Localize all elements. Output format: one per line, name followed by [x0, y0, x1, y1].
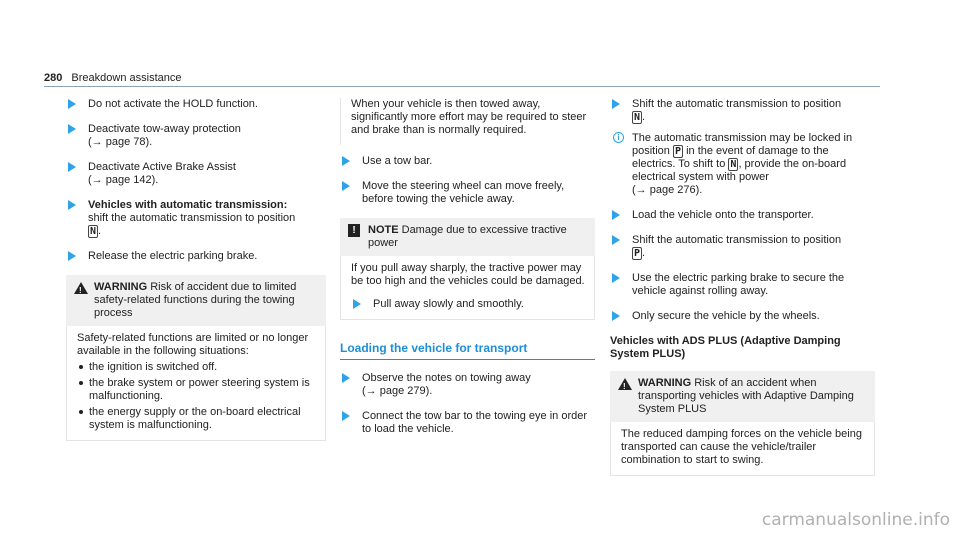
page-reference-link[interactable]: (→ page 142). — [88, 174, 159, 186]
warning-body: Safety-related functions are limited or no longer available in the following situations: the ignition is switched off. the brake system or power steering system is malfunctioning. the energy supply or the on-board electrical system is malfunctioning. — [66, 326, 326, 441]
list-item: the brake system or power steering system is malfunctioning. — [77, 377, 317, 403]
step-item: Do not activate the HOLD function. — [66, 98, 326, 111]
watermark: carmanualsonline.info — [761, 510, 950, 530]
column-1 — [66, 98, 326, 451]
step-item: Deactivate Active Brake Assist (→ page 142). — [66, 161, 326, 187]
step-item: Move the steering wheel can move freely, before towing the vehicle away. — [340, 180, 595, 206]
info-icon: i — [613, 132, 624, 143]
column-2 — [340, 98, 595, 448]
note-body: If you pull away sharply, the tractive power may be too high and the vehicles could be damaged. Pull away slowly and smoothly. — [340, 256, 595, 320]
page-header — [44, 72, 181, 85]
step-item: Release the electric parking brake. — [66, 250, 326, 263]
gear-n-icon: N — [90, 226, 97, 237]
arrow-right-icon — [612, 235, 620, 245]
arrow-right-icon — [612, 210, 620, 220]
header-divider — [44, 86, 880, 87]
step-item: Use a tow bar. — [340, 155, 595, 168]
arrow-right-icon — [612, 311, 620, 321]
arrow-right-icon — [612, 273, 620, 283]
gear-n-icon: N — [730, 159, 737, 170]
step-item: Observe the notes on towing away (→ page 279). — [340, 372, 595, 398]
warning-header: ! WARNING Risk of an accident when transporting vehicles with Adaptive Damping System PLUS — [610, 371, 875, 422]
arrow-right-icon — [342, 181, 350, 191]
page-number: 280 — [44, 72, 63, 84]
list-item: the ignition is switched off. — [77, 361, 317, 374]
page-reference-link[interactable]: (→ page 78). — [88, 136, 153, 148]
arrow-right-icon — [68, 251, 76, 261]
arrow-right-icon — [68, 200, 76, 210]
column-3 — [610, 98, 875, 486]
warning-triangle-icon: ! — [74, 282, 88, 294]
step-item: Use the electric parking brake to secure the vehicle against rolling away. — [610, 272, 875, 298]
step-item: Pull away slowly and smoothly. — [351, 298, 586, 311]
step-item: Connect the tow bar to the towing eye in order to load the vehicle. — [340, 410, 595, 436]
note-header: ! NOTE Damage due to excessive tractive power — [340, 218, 595, 256]
exclamation-icon: ! — [348, 224, 360, 237]
info-note: i The automatic transmission may be locked in position P in the event of damage to the electrics. To shift to N , provide the on-board electrical system with power (→ page 276). — [610, 132, 875, 197]
gear-p-icon: P — [674, 146, 682, 157]
step-item: Only secure the vehicle by the wheels. — [610, 310, 875, 323]
bullet-icon — [79, 381, 83, 385]
arrow-right-icon — [342, 411, 350, 421]
bullet-icon — [79, 410, 83, 414]
page-reference-link[interactable]: (→ page 279). — [362, 385, 433, 397]
page-title: Breakdown assistance — [71, 72, 182, 84]
step-item: Shift the automatic transmission to position N . — [610, 98, 875, 124]
step-item: Load the vehicle onto the transporter. — [610, 209, 875, 222]
step-item: Shift the automatic transmission to position P . — [610, 234, 875, 260]
bullet-icon — [79, 365, 83, 369]
step-item: Deactivate tow-away protection (→ page 78). — [66, 123, 326, 149]
warning-header: ! WARNING Risk of accident due to limited safety-related functions during the towing process — [66, 275, 326, 326]
list-item: the energy supply or the on-board electrical system is malfunctioning. — [77, 406, 317, 432]
arrow-right-icon — [68, 162, 76, 172]
arrow-right-icon — [68, 99, 76, 109]
section-title: Loading the vehicle for transport — [340, 342, 595, 360]
arrow-right-icon — [353, 299, 361, 309]
gear-p-icon: P — [634, 248, 641, 259]
page-reference-link[interactable]: (→ page 276). — [632, 184, 703, 196]
warning-body: The reduced damping forces on the vehicle being transported can cause the vehicle/trailer combination to start to swing. — [610, 422, 875, 476]
warning-triangle-icon: ! — [618, 378, 632, 390]
arrow-right-icon — [342, 156, 350, 166]
arrow-right-icon — [342, 373, 350, 383]
step-item: Vehicles with automatic transmission: shift the automatic transmission to position N . — [66, 199, 326, 238]
arrow-right-icon — [68, 124, 76, 134]
gear-n-icon: N — [634, 112, 641, 123]
warning-continuation: When your vehicle is then towed away, significantly more effort may be required to steer and brake than is normally required. — [340, 98, 595, 145]
subsection-heading: Vehicles with ADS PLUS (Adaptive Damping System PLUS) — [610, 335, 841, 360]
arrow-right-icon — [612, 99, 620, 109]
